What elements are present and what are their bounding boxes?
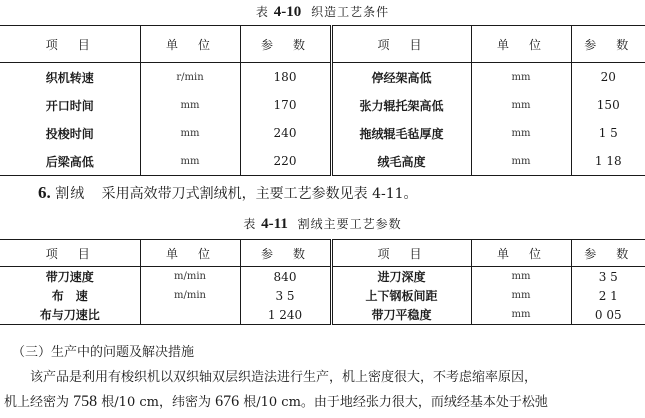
unit-cell: mm: [471, 305, 571, 325]
item-cell: 进刀深度: [331, 267, 471, 287]
item-cell: 投梭时间: [0, 119, 140, 147]
value-cell: 20: [600, 70, 616, 84]
value-cell: 3 5: [240, 286, 331, 305]
section-number: 6.: [38, 183, 51, 202]
table-4-10: [0, 25, 645, 176]
item-cell: 带刀速度: [0, 267, 140, 287]
table-4-10-caption: [0, 4, 645, 20]
unit-cell: mm: [471, 91, 571, 119]
header-cell: 项 目: [331, 240, 471, 267]
table-row: [0, 91, 645, 119]
table-row: [0, 305, 645, 325]
body-text-line: [4, 392, 548, 413]
table-row: [0, 119, 645, 147]
unit-cell: [140, 305, 240, 325]
value-cell: 0 05: [594, 307, 622, 322]
value-cell: 840: [240, 267, 331, 287]
section-text: 采用高效带刀式割绒机，主要工艺参数见表 4-11。: [101, 186, 418, 202]
body-text-segment: 根/10 cm，纬密为: [101, 395, 211, 410]
subsection-heading: （三）生产中的问题及解决措施: [12, 345, 195, 360]
header-cell: 参 数: [571, 240, 645, 267]
header-cell: 单 位: [140, 26, 240, 63]
table-row: [0, 286, 645, 305]
caption-prefix: 表: [243, 217, 256, 231]
header-cell: 单 位: [471, 26, 571, 63]
value-cell: 150: [596, 98, 620, 112]
section-6-paragraph: [38, 183, 418, 204]
caption-number: 4-10: [273, 4, 302, 20]
table-header-row: [0, 240, 645, 267]
header-cell: 单 位: [471, 240, 571, 267]
item-cell: 张力辊托架高低: [331, 91, 471, 119]
item-cell: 布与刀速比: [0, 305, 140, 325]
value-cell: 240: [240, 119, 331, 147]
table-4-11-caption: [0, 216, 645, 232]
body-text-line: 该产品是利用有梭织机以双织轴双层织造法进行生产，机上密度很大，不考虑缩率原因，: [30, 370, 538, 385]
item-cell: 布 速: [0, 286, 140, 305]
unit-cell: mm: [471, 286, 571, 305]
unit-cell: mm: [471, 267, 571, 287]
value-cell: 170: [240, 91, 331, 119]
unit-cell: mm: [140, 119, 240, 147]
unit-cell: m/min: [140, 267, 240, 287]
value-cell: 1 18: [594, 154, 622, 168]
header-cell: 单 位: [140, 240, 240, 267]
table-row: [0, 267, 645, 287]
item-cell: 织机转速: [0, 63, 140, 92]
caption-prefix: 表: [255, 5, 268, 19]
value-cell: 220: [240, 147, 331, 176]
caption-title: 织造工艺条件: [311, 5, 390, 19]
header-cell: 参 数: [240, 26, 331, 63]
caption-title: 割绒主要工艺参数: [297, 217, 402, 231]
section-heading: 割绒: [55, 186, 86, 202]
item-cell: 停经架高低: [331, 63, 471, 92]
item-cell: 绒毛高度: [331, 147, 471, 176]
unit-cell: mm: [471, 147, 571, 176]
item-cell: 后梁高低: [0, 147, 140, 176]
header-cell: 项 目: [0, 26, 140, 63]
unit-cell: m/min: [140, 286, 240, 305]
item-cell: 开口时间: [0, 91, 140, 119]
item-cell: 拖绒辊毛毡厚度: [331, 119, 471, 147]
header-cell: 参 数: [571, 26, 645, 63]
warp-density-value: 758: [73, 393, 98, 410]
header-cell: 项 目: [0, 240, 140, 267]
table-row: [0, 63, 645, 92]
value-cell: 3 5: [598, 269, 618, 284]
unit-cell: mm: [140, 91, 240, 119]
body-text-segment: 根/10 cm。由于地经张力很大，而绒经基本处于松弛: [243, 395, 548, 410]
table-row: [0, 147, 645, 176]
item-cell: 上下钢板间距: [331, 286, 471, 305]
unit-cell: mm: [471, 119, 571, 147]
unit-cell: mm: [471, 63, 571, 92]
unit-cell: r/min: [140, 63, 240, 92]
header-cell: 参 数: [240, 240, 331, 267]
table-4-11: [0, 239, 645, 325]
value-cell: 180: [240, 63, 331, 92]
value-cell: 1 5: [598, 126, 618, 140]
unit-cell: mm: [140, 147, 240, 176]
weft-density-value: 676: [215, 393, 240, 410]
caption-number: 4-11: [261, 216, 288, 232]
table-header-row: [0, 26, 645, 63]
header-cell: 项 目: [331, 26, 471, 63]
item-cell: 带刀平稳度: [331, 305, 471, 325]
value-cell: 1 240: [240, 305, 331, 325]
value-cell: 2 1: [598, 288, 618, 303]
body-text-segment: 机上经密为: [4, 395, 70, 410]
